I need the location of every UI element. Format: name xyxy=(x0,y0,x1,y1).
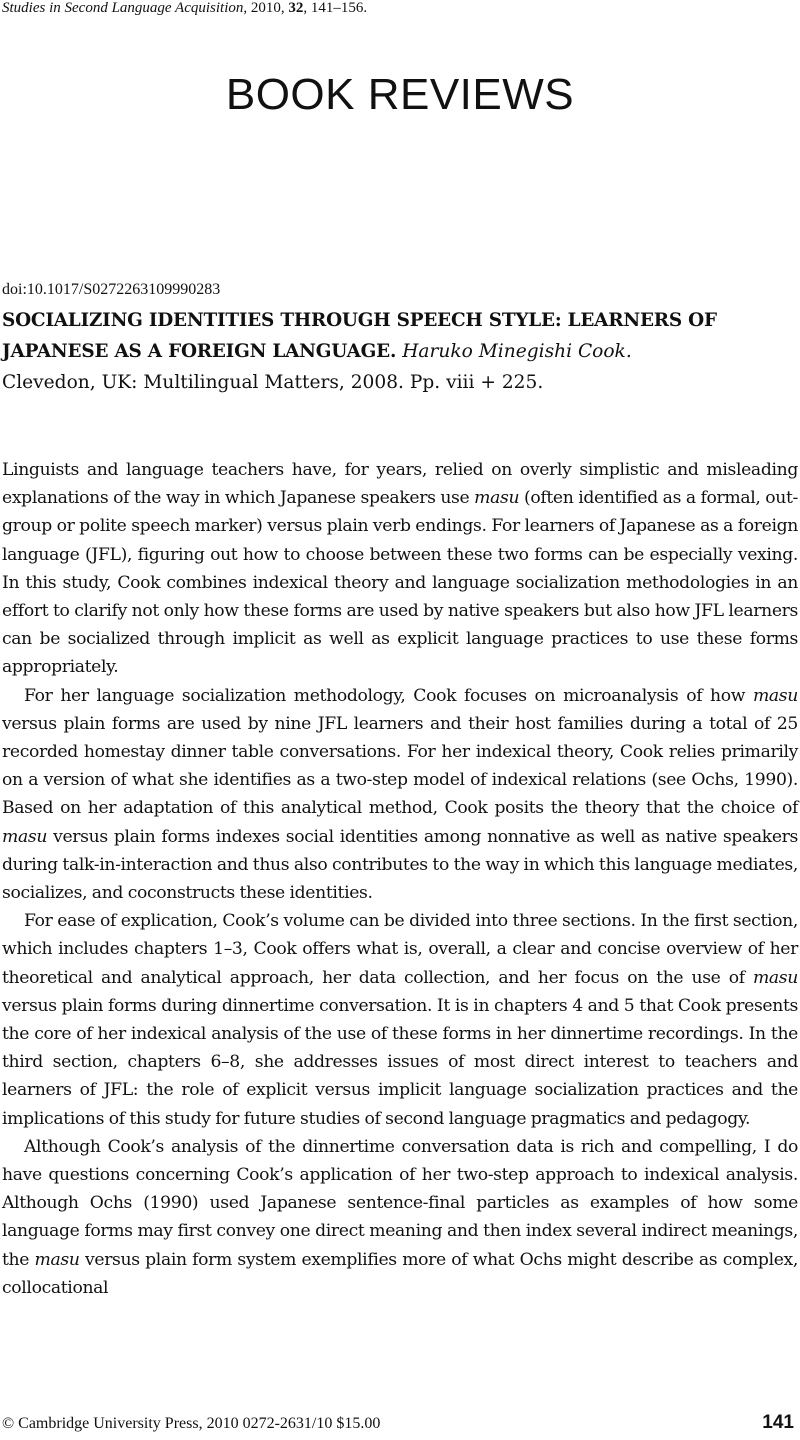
paragraph: Although Cook’s analysis of the dinnertime conversation data is rich and compelling, I do have questions concerning Cook’s application of her two-step approach to indexical analysis. Although Ochs (1990) used Japanese sentence-final particles as examples of how some language forms may first convey one direct meaning and then index several indirect meanings, the masu versus plain form system exemplifies more of what Ochs might describe as complex, collocational xyxy=(2,1136,798,1298)
journal-name: Studies in Second Language Acquisition xyxy=(2,0,244,16)
journal-pages: , 141–156. xyxy=(303,0,368,16)
paragraph: For her language socialization methodology, Cook focuses on microanalysis of how masu versus plain forms are used by nine JFL learners and their host families during a total of 25 recorded homestay dinner table conversations. For her indexical theory, Cook relies primarily on a version of what she identifies as a two-step model of indexical relations (see Ochs, 1990). Based on her adaptation of this analytical method, Cook posits the theory that the choice of masu versus plain forms indexes social identities among nonnative as well as native speakers during talk-in-interaction and thus also contributes to the way in which this language mediates, socializes, and coconstructs these identities. xyxy=(2,685,798,904)
section-title: BOOK REVIEWS xyxy=(225,70,575,119)
review-body xyxy=(2,456,798,1302)
paragraph: For ease of explication, Cook’s volume can be divided into three sections. In the first section, which includes chapters 1–3, Cook offers what is, overall, a clear and concise overview of her theoretical and analytical approach, her data collection, and her focus on the use of masu versus plain forms during dinnertime conversation. It is in chapters 4 and 5 that Cook presents the core of her indexical analysis of the use of these forms in her dinnertime recordings. In the third section, chapters 6–8, she addresses issues of most direct interest to teachers and learners of JFL: the role of explicit versus implicit language socialization practices and the implications of this study for future studies of second language pragmatics and pedagogy. xyxy=(2,911,798,1129)
book-title: SOCIALIZING IDENTITIES THROUGH SPEECH STYLE: LEARNERS OF JAPANESE AS A FOREIGN LANGUAGE. xyxy=(2,310,717,362)
running-head xyxy=(2,0,367,17)
publication-info: Clevedon, UK: Multilingual Matters, 2008. Pp. viii + 225. xyxy=(2,372,544,393)
journal-volume: 32 xyxy=(288,0,304,16)
copyright-line: © Cambridge University Press, 2010 0272-2631/10 $15.00 xyxy=(2,1415,381,1432)
review-heading xyxy=(2,305,800,398)
journal-year: , 2010, xyxy=(243,0,289,16)
paragraph: Linguists and language teachers have, for years, relied on overly simplistic and misleading explanations of the way in which Japanese speakers use masu (often identified as a formal, out-group or polite speech marker) versus plain verb endings. For learners of Japanese as a foreign language (JFL), figuring out how to choose between these two forms can be especially vexing. In this study, Cook combines indexical theory and language socialization methodologies in an effort to clarify not only how these forms are used by native speakers but also how JFL learners can be socialized through implicit as well as explicit language practices to use these forms appropriately. xyxy=(2,460,799,678)
book-author: Haruko Minegishi Cook. xyxy=(402,341,632,362)
doi: doi:10.1017/S0272263109990283 xyxy=(2,281,221,298)
page-number: 141 xyxy=(762,1412,794,1433)
